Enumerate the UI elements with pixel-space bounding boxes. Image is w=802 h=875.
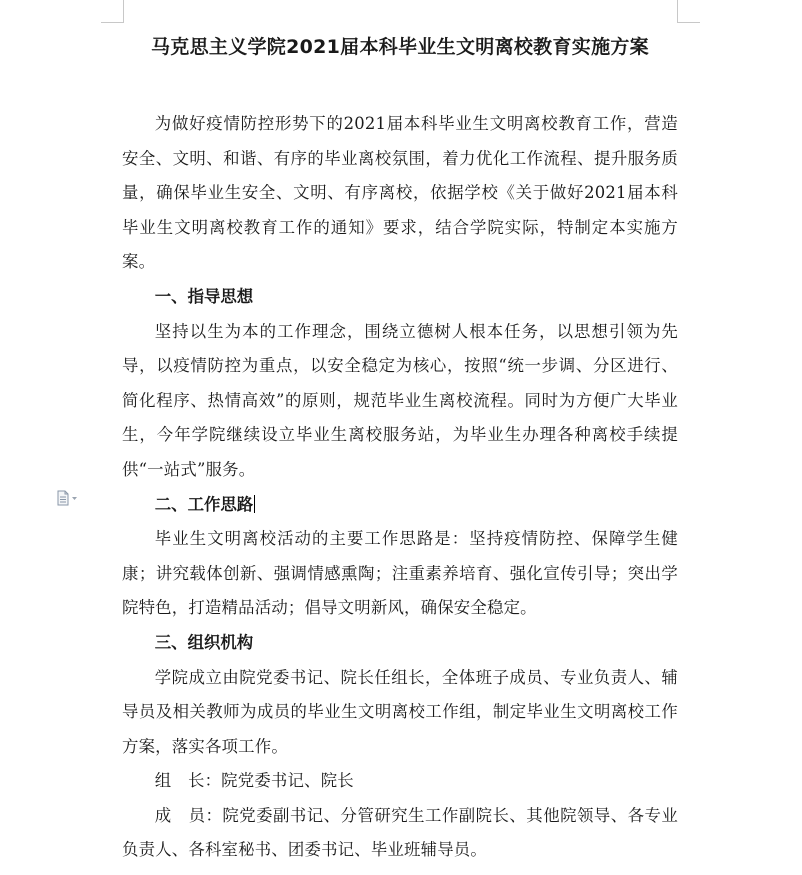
page-corner-mark-top-left xyxy=(101,0,124,23)
group-leader-line: 组 长：院党委书记、院长 xyxy=(154,771,354,791)
organization-paragraph: 学院成立由院党委书记、院长任组长，全体班子成员、专业负责人、辅导员及相关教师为成员的毕业生文明离校工作组，制定毕业生文明离校工作方案，落实各项工作。 xyxy=(122,667,678,756)
document-page[interactable] xyxy=(122,32,678,860)
section-heading-organization: 三、组织机构 xyxy=(154,632,254,652)
group-members-line: 成 员：院党委副书记、分管研究生工作副院长、其他院领导、各专业负责人、各科室秘书、团委书记、毕业班辅导员。 xyxy=(122,805,678,860)
section-heading-work-approach xyxy=(122,488,678,523)
document-title: 马克思主义学院2021届本科毕业生文明离校教育实施方案 xyxy=(151,36,649,58)
paragraph-layout-icon[interactable] xyxy=(55,489,79,507)
section-heading-work-approach-text: 二、工作思路 xyxy=(154,494,254,514)
intro-paragraph: 为做好疫情防控形势下的2021届本科毕业生文明离校教育工作，营造安全、文明、和谐、有序的毕业离校氛围，着力优化工作流程、提升服务质量，确保毕业生安全、文明、有序离校，依据学校《关于做好2021届本科毕业生文明离校教育工作的通知》要求，结合学院实际，特制定本实施方案。 xyxy=(122,114,678,272)
guiding-thought-paragraph: 坚持以生为本的工作理念，围绕立德树人根本任务，以思想引领为先导，以疫情防控为重点，以安全稳定为核心，按照“统一步调、分区进行、简化程序、热情高效”的原则，规范毕业生离校流程。同时为方便广大毕业生，今年学院继续设立毕业生离校服务站，为毕业生办理各种离校手续提供“一站式”服务。 xyxy=(122,321,678,479)
section-heading-guiding-thought: 一、指导思想 xyxy=(154,286,254,306)
text-cursor xyxy=(254,495,255,513)
document-body[interactable] xyxy=(122,107,678,868)
work-approach-paragraph: 毕业生文明离校活动的主要工作思路是：坚持疫情防控、保障学生健康；讲究载体创新、强调情感熏陶；注重素养培育、强化宣传引导；突出学院特色，打造精品活动；倡导文明新风，确保安全稳定。 xyxy=(122,529,678,618)
page-corner-mark-top-right xyxy=(677,0,700,23)
